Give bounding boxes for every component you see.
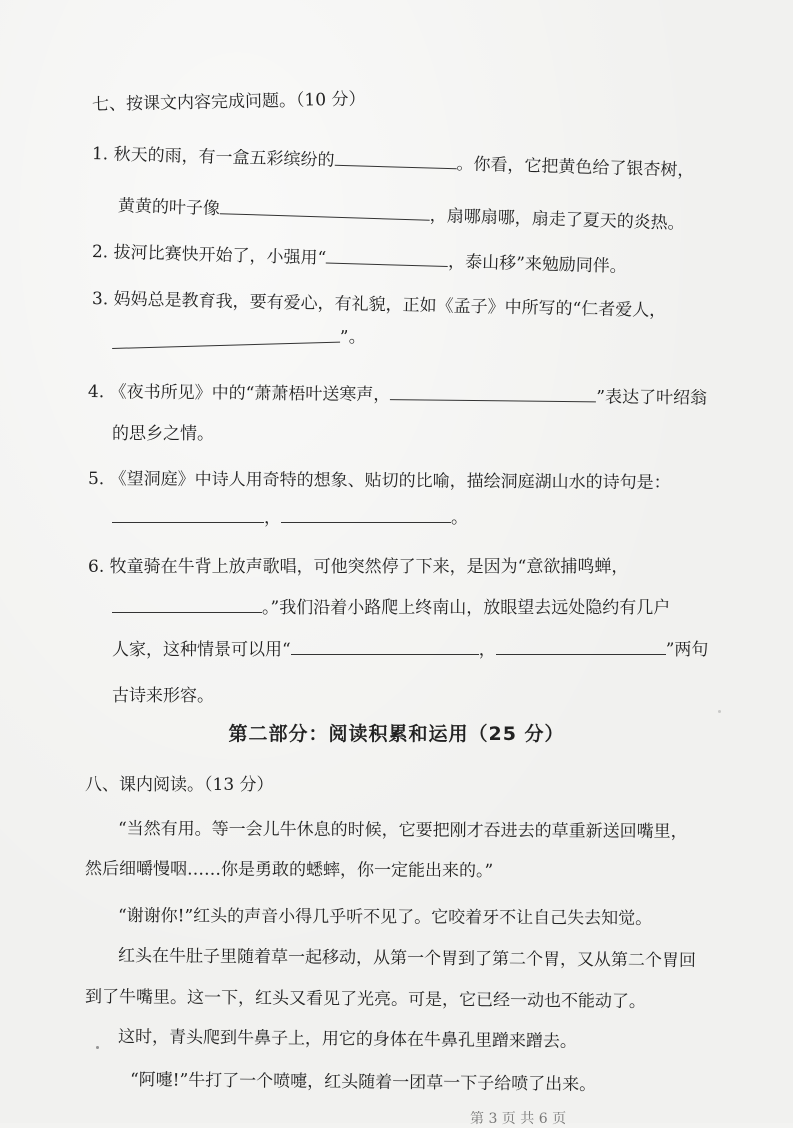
- question-4: [88, 378, 707, 410]
- part2-heading: 第二部分：阅读积累和运用（25 分）: [228, 723, 565, 745]
- q5-blank-2[interactable]: [281, 504, 451, 523]
- passage-line: 然后细嚼慢咽……你是勇敢的蟋蟀，你一定能出来的。”: [84, 859, 494, 882]
- question-4-line2: [112, 422, 214, 446]
- q6-blank-1[interactable]: [112, 594, 262, 613]
- section8-title: 八、课内阅读。（13 分）: [85, 775, 274, 795]
- q1-text-a: 秋天的雨，有一盒五彩缤纷的: [113, 144, 335, 171]
- question-2: [92, 238, 628, 279]
- q4-blank[interactable]: [390, 381, 596, 402]
- q2-text-b: ，泰山移”来勉励同伴。: [447, 251, 628, 277]
- q3-number: 3.: [91, 289, 109, 310]
- passage-line: “阿嚏!”牛打了一个喷嚏，红头随着一团草一下子给喷了出来。: [129, 1070, 597, 1095]
- q1-text-b: 。你看，它把黄色给了银杏树，: [456, 154, 695, 181]
- q4-text-a: 《夜书所见》中的“萧萧梧叶送寒声，: [109, 382, 391, 406]
- question-1-line2: [118, 192, 686, 236]
- q3-blank[interactable]: [112, 324, 340, 349]
- question-3-line2: [112, 323, 366, 356]
- q1-blank-1[interactable]: [334, 147, 456, 169]
- question-6-line3: [112, 636, 708, 662]
- q1-blank-2[interactable]: [220, 195, 430, 221]
- question-6: [88, 555, 628, 579]
- q3-text-a: 妈妈总是教育我，要有爱心，有礼貌，正如《孟子》中所写的“仁者爱人，: [113, 289, 667, 322]
- passage-line: 到了牛嘴里。这一下，红头又看见了光亮。可是，它已经一动也不能动了。: [84, 987, 647, 1012]
- q3-text-b: ”。: [339, 326, 366, 348]
- passage-line: “当然有用。等一会儿牛休息的时候，它要把刚才吞进去的草重新送回嘴里，: [117, 819, 688, 842]
- question-6-line4: [112, 684, 214, 708]
- q5-blank-1[interactable]: [112, 504, 264, 523]
- q6-text-c: 人家，这种情景可以用“: [112, 640, 291, 660]
- q6-comma: ，: [478, 640, 496, 660]
- passage-line: 这时，青头爬到牛鼻子上，用它的身体在牛鼻孔里蹭来蹭去。: [117, 1027, 578, 1052]
- section7-title: 七、按课文内容完成问题。（10 分）: [91, 89, 366, 115]
- question-5-line2: [112, 504, 468, 530]
- q6-text-d: ”两句: [665, 640, 709, 660]
- q6-text-b: 。”我们沿着小路爬上终南山，放眼望去远处隐约有几户: [262, 598, 671, 618]
- passage-line: 红头在牛肚子里随着草一起移动，从第一个胃到了第二个胃，又从第二个胃回: [117, 946, 697, 972]
- question-5: [88, 467, 671, 495]
- q6-number: 6.: [88, 557, 105, 577]
- question-6-line2: [112, 594, 670, 620]
- q4-text-c: 的思乡之情。: [112, 424, 214, 444]
- q6-text-e: 古诗来形容。: [112, 686, 214, 706]
- scan-speck: [718, 710, 721, 713]
- q2-blank[interactable]: [326, 245, 448, 267]
- q6-blank-3[interactable]: [496, 636, 666, 655]
- question-1: [92, 140, 695, 183]
- scan-speck: [96, 1046, 99, 1049]
- q4-number: 4.: [87, 382, 105, 403]
- passage-line: “谢谢你!”红头的声音小得几乎听不见了。它咬着牙不让自己失去知觉。: [117, 906, 653, 929]
- q2-text-a: 拔河比赛快开始了，小强用“: [113, 242, 327, 269]
- q1-number: 1.: [91, 144, 109, 165]
- q5-text-a: 《望洞庭》中诗人用奇特的想象、贴切的比喻，描绘洞庭湖山水的诗句是：: [109, 469, 671, 494]
- q1-text-d: ，扇哪扇哪，扇走了夏天的炎热。: [429, 205, 686, 234]
- q5-number: 5.: [87, 469, 105, 490]
- q5-comma: ，: [264, 508, 281, 528]
- question-3: [92, 287, 667, 323]
- q2-number: 2.: [91, 242, 109, 263]
- q6-text-a: 牧童骑在牛背上放声歌唱，可他突然停了下来，是因为“意欲捕鸣蝉，: [109, 557, 629, 577]
- q6-blank-2[interactable]: [291, 636, 479, 655]
- page-footer: 第 3 页 共 6 页: [470, 1111, 567, 1127]
- q4-text-b: ”表达了叶绍翁: [596, 387, 708, 409]
- q5-end: 。: [451, 508, 468, 528]
- q1-text-c: 黄黄的叶子像: [117, 196, 221, 220]
